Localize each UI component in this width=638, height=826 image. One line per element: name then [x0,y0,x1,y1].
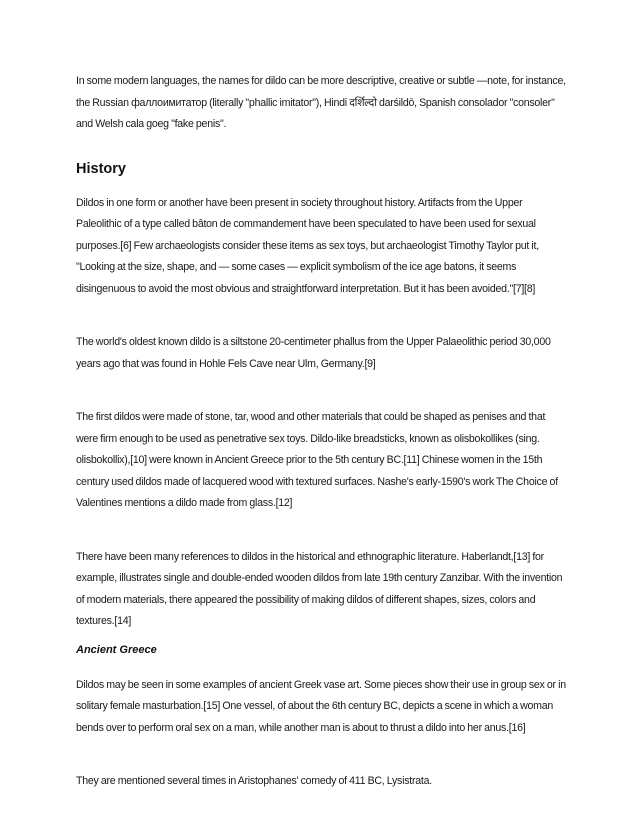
spacer [76,739,566,771]
spacer [76,515,566,547]
history-paragraph-3: The first dildos were made of stone, tar, wood and other materials that could be shaped as penises and that were firm enough to be used as penetrative sex toys. Dildo-like breadsticks, known as olisbokollikes (sing. olisbokollix),[10] were known in Ancient Greece prior to the 5th century BC.[11] Chinese women in the 15th century used dildos made of lacquered wood with textured surfaces. Nashe's early-1590's work The Choice of Valentines mentions a dildo made from glass.[12] [76,411,558,509]
spacer [76,300,566,332]
spacer [76,136,566,148]
document-body [76,71,566,793]
history-heading: History [76,160,126,177]
intro-paragraph: In some modern languages, the names for dildo can be more descriptive, creative or subtle —note, for instance, the Russian фаллоимитатор (literally "phallic imitator"), Hindi दर्शिल्दो darśildō, Spanish consolador "consoler" and Welsh cala goeg "fake penis". [76,75,566,130]
ancient-greece-heading: Ancient Greece [76,643,157,656]
spacer [76,179,566,193]
ancient-greece-paragraph-1: Dildos may be seen in some examples of ancient Greek vase art. Some pieces show their use in group sex or in solitary female masturbation.[15] One vessel, of about the 6th century BC, depicts a scene in which a woman bends over to perform oral sex on a man, while another man is about to thrust a dildo into her anus.[16] [76,678,566,734]
spacer [76,375,566,407]
history-paragraph-4: There have been many references to dildos in the historical and ethnographic literature. Haberlandt,[13] for example, illustrates single and double-ended wooden dildos from late 19th century Zanzibar. With the invention of modern materials, there appeared the possibility of making dildos of different shapes, sizes, colors and textures.[14] [76,550,563,627]
history-paragraph-1: Dildos in one form or another have been present in society throughout history. Artifacts from the Upper Paleolithic of a type called bâton de commandement have been speculated to have been used for sexual purposes.[6] Few archaeologists consider these items as sex toys, but archaeologist Timothy Taylor put it, "Looking at the size, shape, and — some cases — explicit symbolism of the ice age batons, it seems disingenuous to avoid the most obvious and straightforward interpretation. But it has been avoided."[7][8] [76,196,539,295]
ancient-greece-paragraph-2: They are mentioned several times in Aristophanes' comedy of 411 BC, Lysistrata. [76,775,432,787]
history-paragraph-2: The world's oldest known dildo is a siltstone 20-centimeter phallus from the Upper Palaeolithic period 30,000 years ago that was found in Hohle Fels Cave near Ulm, Germany.[9] [76,336,551,370]
spacer [76,659,566,675]
